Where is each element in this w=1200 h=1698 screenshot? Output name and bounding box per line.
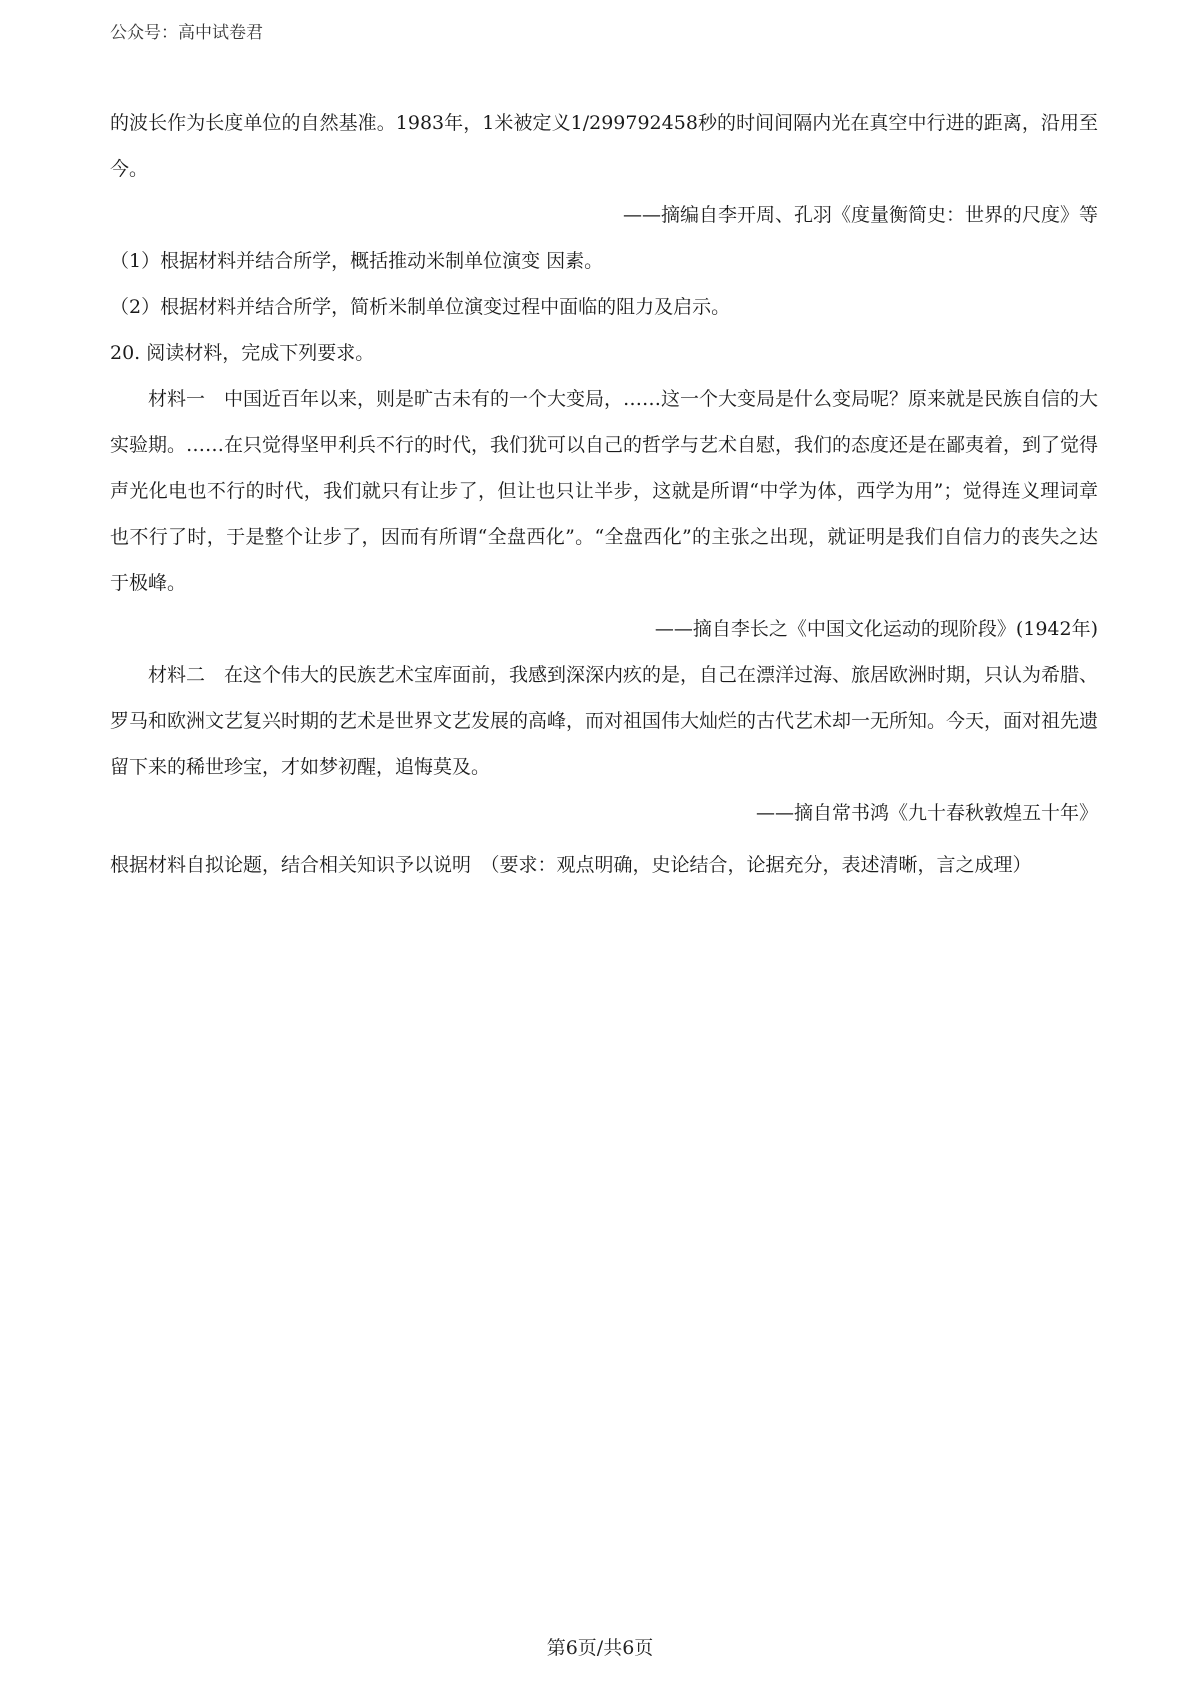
- q20-material-2: 材料二 在这个伟大的民族艺术宝库面前，我感到深深内疚的是，自己在漂洋过海、旅居欧洲时期，只认为希腊、罗马和欧洲文艺复兴时期的艺术是世界文艺发展的高峰，而对祖国伟大灿烂的古代艺术却一无所知。今天，面对祖先遗留下来的稀世珍宝，才如梦初醒，追悔莫及。: [110, 664, 1099, 778]
- header-watermark-note: 公众号：高中试卷君: [110, 23, 263, 43]
- q20-material-1-source: ——摘自李长之《中国文化运动的现阶段》(1942年): [654, 618, 1098, 640]
- q19-subquestion-2: （2）根据材料并结合所学，简析米制单位演变过程中面临的阻力及启示。: [110, 296, 731, 318]
- q19-material-tail: 的波长作为长度单位的自然基准。1983年，1米被定义1/299792458秒的时间间隔内光在真空中行进的距离，沿用至今。: [110, 112, 1098, 180]
- q20-task: 根据材料自拟论题，结合相关知识予以说明 （要求：观点明确，史论结合，论据充分，表述清晰，言之成理）: [110, 854, 1032, 876]
- page-number: 第6页/共6页: [546, 1637, 654, 1659]
- q19-source: ——摘编自李开周、孔羽《度量衡简史：世界的尺度》等: [622, 204, 1098, 226]
- q20-material-2-source: ——摘自常书鸿《九十春秋敦煌五十年》: [755, 802, 1098, 824]
- page-content: [110, 100, 1098, 894]
- q20-material-1: 材料一 中国近百年以来，则是旷古未有的一个大变局，……这一个大变局是什么变局呢？原来就是民族自信的大实验期。……在只觉得坚甲利兵不行的时代，我们犹可以自己的哲学与艺术自慰，我们的态度还是在鄙夷着，到了觉得声光化电也不行的时代，我们就只有让步了，但让也只让半步，这就是所谓“中学为体，西学为用”；觉得连义理词章也不行了时，于是整个让步了，因而有所谓“全盘西化”。“全盘西化”的主张之出现，就证明是我们自信力的丧失之达于极峰。: [110, 388, 1099, 594]
- q20-title: 20. 阅读材料，完成下列要求。: [110, 342, 375, 364]
- q19-subquestion-1: （1）根据材料并结合所学，概括推动米制单位演变 因素。: [110, 250, 604, 272]
